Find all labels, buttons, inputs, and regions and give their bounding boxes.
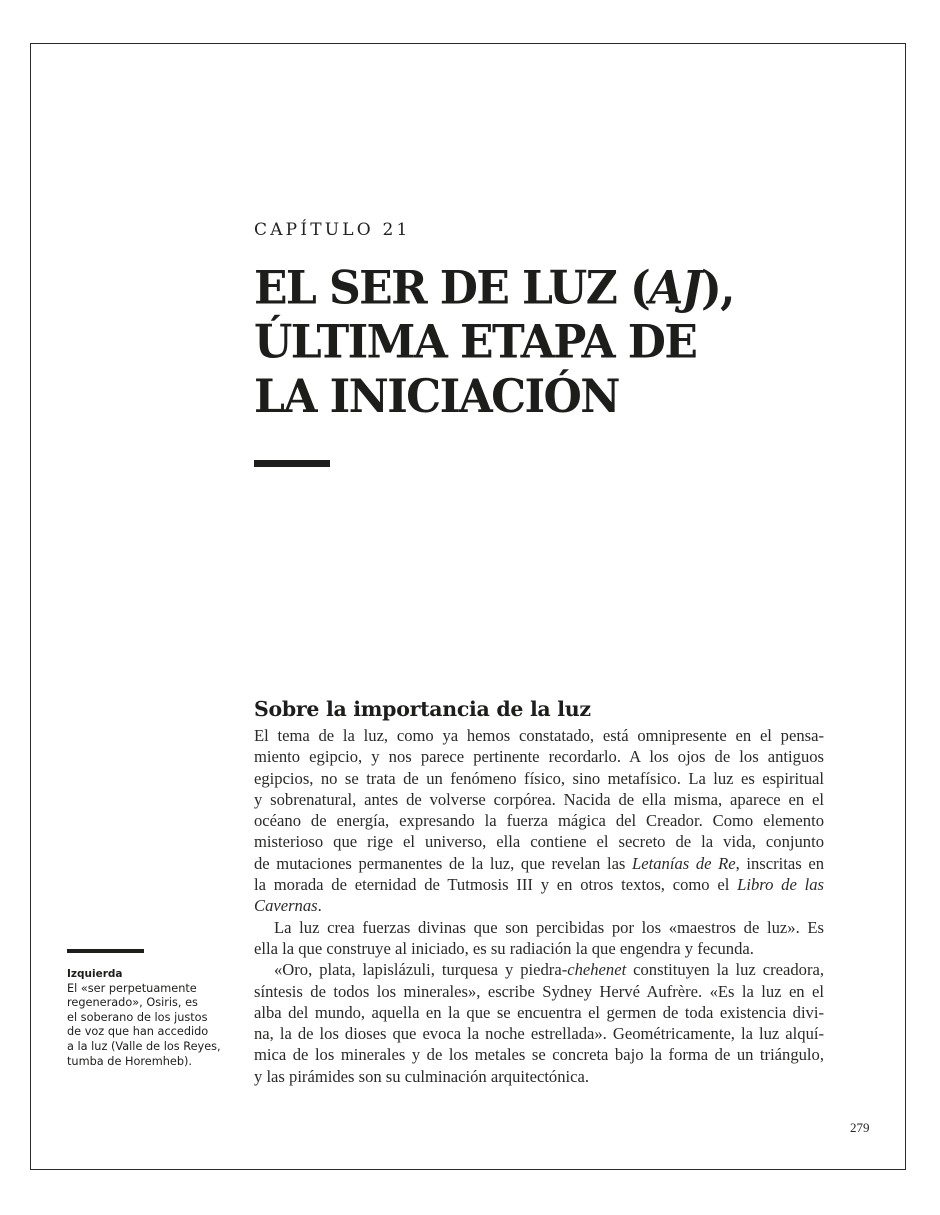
- body-line: ella la que construye al iniciado, es su radiación la que engendra y fecunda.: [254, 938, 754, 958]
- body-line: na, la de los dioses que evoca la noche estrellada». Geométricamente, la luz alquí-: [254, 1024, 824, 1044]
- body-line: mica de los minerales y de los metales se concreta bajo la forma de un triángulo,: [254, 1045, 824, 1065]
- title-line-1: EL SER DE LUZ (AJ),: [254, 262, 734, 316]
- image-caption: [67, 967, 237, 1069]
- body-text: [254, 725, 824, 1087]
- body-line: alba del mundo, aquella en la que se encuentra el germen de toda existencia divi-: [254, 1002, 824, 1022]
- body-line: Cavernas.: [254, 896, 322, 916]
- section-heading: Sobre la importancia de la luz: [254, 697, 591, 721]
- title-rule: [254, 460, 330, 467]
- caption-heading: Izquierda: [67, 968, 123, 980]
- body-line: síntesis de todos los minerales», escribe Sydney Hervé Aufrère. «Es la luz en el: [254, 981, 824, 1001]
- page-number: 279: [850, 1120, 870, 1135]
- caption-rule: [67, 949, 144, 953]
- body-line: La luz crea fuerzas divinas que son percibidas por los «maestros de luz». Es: [274, 917, 824, 937]
- caption-line: a la luz (Valle de los Reyes,: [67, 1039, 221, 1053]
- body-line: y las pirámides son su culminación arquitectónica.: [254, 1066, 590, 1086]
- body-line: de mutaciones permanentes de la luz, que revelan las Letanías de Re, inscritas en: [254, 853, 824, 873]
- body-line: misterioso que rige el universo, ella contiene el secreto de la vida, conjunto: [254, 832, 824, 852]
- caption-line: El «ser perpetuamente: [67, 981, 197, 995]
- body-line: «Oro, plata, lapislázuli, turquesa y piedra-chehenet constituyen la luz creadora,: [274, 960, 824, 980]
- caption-line: regenerado», Osiris, es: [67, 996, 198, 1010]
- body-line: océano de energía, expresando la fuerza mágica del Creador. Como elemento: [254, 811, 824, 831]
- caption-line: tumba de Horemheb).: [67, 1054, 193, 1068]
- body-line: y sobrenatural, antes de volverse corpórea. Nacida de ella misma, aparece en el: [254, 789, 824, 809]
- caption-line: de voz que han accedido: [67, 1025, 209, 1039]
- chapter-title: [254, 262, 814, 424]
- chapter-label: CAPÍTULO 21: [254, 220, 411, 240]
- title-line-3: LA INICIACIÓN: [254, 370, 619, 424]
- body-line: El tema de la luz, como ya hemos constatado, está omnipresente en el pensa-: [254, 726, 824, 745]
- caption-line: el soberano de los justos: [67, 1010, 208, 1024]
- body-line: egipcios, no se trata de un fenómeno físico, sino metafísico. La luz es espiritual: [254, 768, 824, 788]
- body-line: miento egipcio, y nos parece pertinente recordarlo. A los ojos de los antiguos: [254, 747, 824, 767]
- title-line-2: ÚLTIMA ETAPA DE: [254, 316, 697, 370]
- body-line: la morada de eternidad de Tutmosis III y en otros textos, como el Libro de las: [254, 875, 824, 895]
